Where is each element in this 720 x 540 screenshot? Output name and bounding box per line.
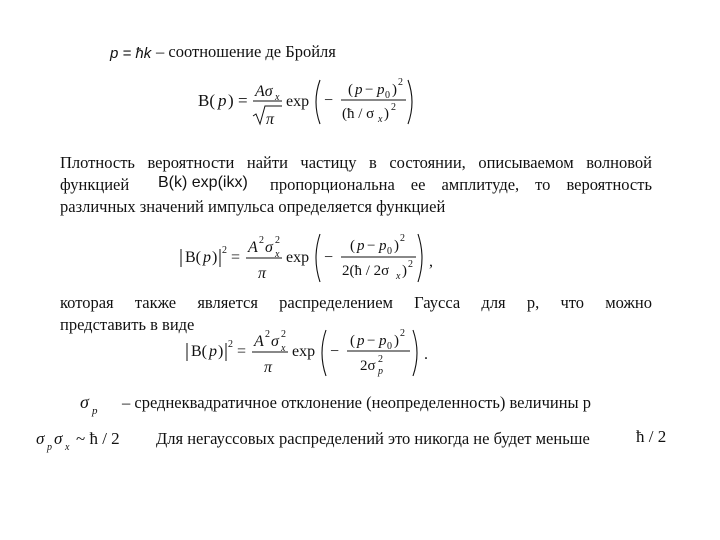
svg-text:2: 2 (378, 354, 383, 365)
svg-text:p: p (379, 333, 387, 349)
svg-text:p: p (357, 238, 365, 254)
svg-text:π: π (264, 359, 273, 376)
paragraph-gauss-line2: представить в виде (60, 315, 195, 334)
svg-text:.: . (424, 346, 428, 363)
svg-text:2: 2 (222, 245, 227, 256)
non-gaussian-caption: Для негауссовых распределений это никогда не будет меньше (156, 429, 590, 448)
svg-text:σ: σ (271, 333, 279, 350)
paragraph-density (60, 152, 652, 174)
svg-text:2: 2 (408, 259, 413, 270)
svg-text:σ: σ (80, 392, 89, 412)
svg-text:σ: σ (36, 429, 45, 448)
svg-text:x: x (281, 343, 286, 354)
svg-text:x: x (396, 271, 401, 282)
svg-text:0: 0 (385, 90, 390, 101)
svg-text:2: 2 (400, 233, 405, 244)
svg-text:): ) (228, 91, 234, 110)
svg-text:B(: B( (191, 343, 207, 360)
svg-text:x: x (65, 442, 70, 453)
svg-text:): ) (394, 238, 399, 254)
svg-text:(: ( (350, 238, 355, 254)
paragraph-density-line1: Плотность вероятности найти частицу в состоянии, описываемом волновой (60, 153, 652, 172)
svg-text:exp: exp (286, 249, 310, 266)
svg-text:A: A (254, 333, 264, 350)
svg-text:σ: σ (54, 429, 63, 448)
de-broglie-caption: – соотношение де Бройля (156, 42, 336, 61)
svg-text:−: − (367, 238, 376, 254)
de-broglie-formula: p = ħk (110, 45, 152, 62)
svg-text:σ: σ (265, 239, 273, 256)
svg-text:=: = (237, 343, 247, 360)
svg-text:−: − (330, 343, 340, 360)
paragraph-gauss-line1: которая также является распределением Гаусса для p, что можно (60, 293, 652, 312)
svg-text:p: p (379, 238, 387, 254)
svg-text:p: p (378, 366, 383, 377)
sigma-p-symbol (80, 390, 110, 416)
svg-text:p: p (218, 91, 227, 110)
svg-text:~ ħ / 2: ~ ħ / 2 (76, 429, 120, 448)
paragraph-density-line2-a: функцией (60, 175, 130, 194)
paragraph-density-line3: различных значений импульса определяется функцией (60, 197, 446, 216)
svg-text:p: p (377, 82, 385, 98)
svg-text:Aσ: Aσ (255, 83, 273, 100)
svg-text:(: ( (350, 333, 355, 349)
svg-text:): ) (392, 82, 397, 98)
svg-text:0: 0 (387, 246, 392, 257)
svg-text:x: x (275, 92, 280, 103)
formula-b-of-p (198, 72, 418, 134)
svg-text:2: 2 (275, 235, 280, 246)
svg-text:p: p (92, 405, 98, 417)
paragraph-density-line2-b: пропорциональна ее амплитуде, то вероятность (270, 175, 652, 194)
svg-text:): ) (384, 106, 389, 122)
svg-text:2: 2 (265, 329, 270, 340)
svg-text:=: = (231, 249, 241, 266)
svg-text:2: 2 (259, 235, 264, 246)
svg-text:exp: exp (292, 343, 316, 360)
svg-text:0: 0 (387, 341, 392, 352)
svg-text:−: − (324, 92, 334, 109)
svg-text:p: p (357, 333, 365, 349)
svg-text:): ) (394, 333, 399, 349)
svg-text:=: = (238, 91, 248, 110)
svg-text:−: − (324, 249, 334, 266)
svg-text:2: 2 (281, 329, 286, 340)
svg-text:B(: B( (185, 249, 201, 266)
svg-text:): ) (402, 263, 407, 279)
sigma-p-caption: – среднеквадратичное отклонение (неопределенность) величины p (122, 393, 591, 412)
formula-gaussian-p (184, 326, 444, 382)
svg-text:2: 2 (400, 328, 405, 339)
wavefunction-formula: B(k) exp(ikx) (158, 174, 248, 191)
svg-text:2: 2 (398, 77, 403, 88)
svg-text:,: , (429, 253, 433, 270)
svg-text:A: A (248, 239, 258, 256)
svg-text:p: p (203, 249, 211, 266)
svg-text:(: ( (348, 82, 353, 98)
hbar-half: ħ / 2 (636, 427, 667, 446)
svg-text:2σ: 2σ (360, 358, 376, 374)
svg-text:): ) (218, 343, 224, 360)
svg-text:2(ħ / 2σ: 2(ħ / 2σ (342, 263, 390, 279)
formula-b-squared (178, 228, 448, 288)
svg-text:exp: exp (286, 93, 310, 110)
svg-text:(ħ / σ: (ħ / σ (342, 106, 375, 122)
svg-text:p: p (47, 442, 52, 453)
svg-text:π: π (266, 111, 275, 128)
svg-text:2: 2 (228, 339, 233, 350)
svg-text:): ) (212, 249, 218, 266)
svg-text:−: − (367, 333, 376, 349)
svg-text:2: 2 (391, 102, 396, 113)
svg-text:−: − (365, 82, 374, 98)
svg-text:x: x (275, 249, 280, 260)
svg-text:p: p (209, 343, 217, 360)
uncertainty-relation (36, 426, 146, 454)
svg-text:p: p (355, 82, 363, 98)
svg-text:x: x (378, 114, 383, 125)
svg-text:B(: B( (198, 91, 215, 110)
svg-text:π: π (258, 265, 267, 282)
